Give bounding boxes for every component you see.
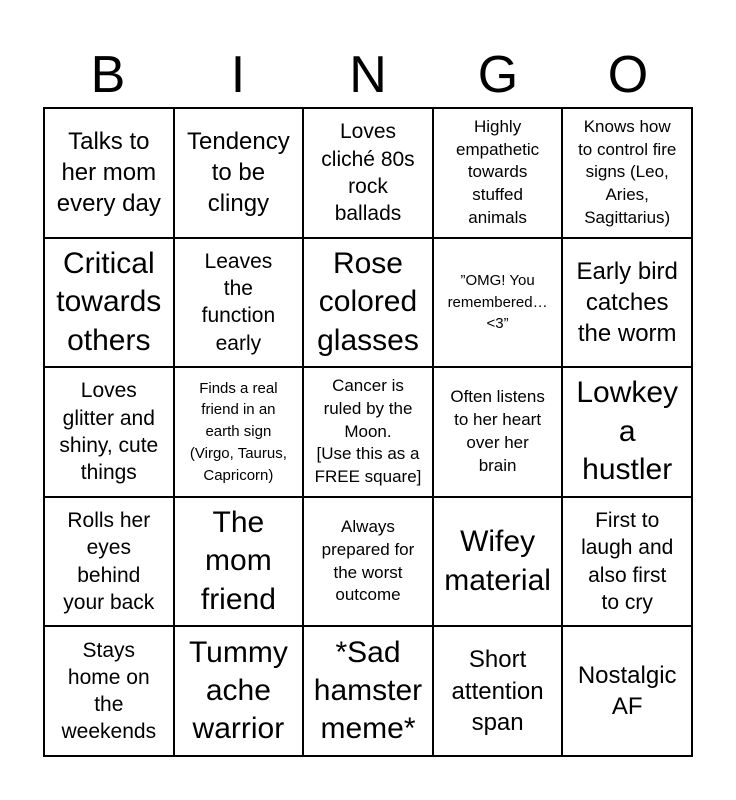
bingo-cell-r3c3[interactable] — [303, 367, 433, 497]
bingo-cell-r2c3[interactable] — [303, 238, 433, 368]
bingo-cell-label: Often listens to her heart over her brain — [450, 387, 545, 475]
bingo-cell-r1c1[interactable] — [44, 108, 174, 238]
bingo-cell-r5c2[interactable] — [174, 626, 304, 756]
bingo-cell-label: Knows how to control fire signs (Leo, Aries, Sagittarius) — [578, 116, 677, 227]
bingo-cell-r4c5[interactable] — [562, 497, 692, 627]
bingo-cell-label: First to laugh and also first to cry — [581, 509, 674, 614]
bingo-cell-r4c4[interactable] — [433, 497, 563, 627]
bingo-cell-r1c4[interactable] — [433, 108, 563, 238]
bingo-cell-r5c1[interactable] — [44, 626, 174, 756]
bingo-cell-label: Leaves the function early — [201, 249, 276, 355]
bingo-cell-label: Finds a real friend in an earth sign (Virgo, Taurus, Capricorn) — [189, 379, 287, 484]
bingo-cell-label: Nostalgic AF — [577, 662, 677, 721]
bingo-cell-label: Loves glitter and shiny, cute things — [59, 379, 159, 485]
header-letter-g: G — [477, 46, 519, 104]
bingo-cell-label: Tendency to be clingy — [187, 128, 290, 218]
bingo-cell-r4c1[interactable] — [44, 497, 174, 627]
bingo-cell-label: Lowkey a hustler — [576, 376, 679, 487]
bingo-cell-label: Short attention span — [451, 646, 544, 736]
bingo-cell-r1c2[interactable] — [174, 108, 304, 238]
bingo-cell-label: Rose colored glasses — [317, 246, 419, 357]
bingo-cell-label: The mom friend — [200, 506, 276, 616]
bingo-cell-r3c2[interactable] — [174, 367, 304, 497]
bingo-cell-label: Stays home on the weekends — [61, 638, 157, 744]
bingo-header — [43, 44, 693, 106]
bingo-cell-label: ”OMG! You remembered… <3” — [447, 271, 548, 333]
bingo-cell-r5c4[interactable] — [433, 626, 563, 756]
bingo-cell-r5c3[interactable] — [303, 626, 433, 756]
bingo-cell-label: Critical towards others — [56, 246, 162, 357]
bingo-cell-label: Early bird catches the worm — [576, 257, 678, 347]
bingo-cell-label: Tummy ache warrior — [188, 635, 288, 746]
bingo-cell-label: *Sad hamster meme* — [313, 635, 423, 746]
bingo-cell-label: Talks to her mom every day — [56, 128, 161, 218]
bingo-cell-r4c2[interactable] — [174, 497, 304, 627]
bingo-cell-r1c3[interactable] — [303, 108, 433, 238]
bingo-cell-r1c5[interactable] — [562, 108, 692, 238]
bingo-cell-label: Always prepared for the worst outcome — [321, 517, 415, 605]
header-letter-o: O — [607, 46, 649, 104]
bingo-cell-label: Cancer is ruled by the Moon. [Use this as a FREE square] — [314, 376, 422, 487]
bingo-cell-r2c4[interactable] — [433, 238, 563, 368]
bingo-cell-label: Highly empathetic towards stuffed animals — [456, 116, 540, 227]
bingo-cell-label: Loves cliché 80s rock ballads — [321, 120, 415, 226]
bingo-cell-r2c5[interactable] — [562, 238, 692, 368]
bingo-cell-r2c2[interactable] — [174, 238, 304, 368]
bingo-cell-r3c1[interactable] — [44, 367, 174, 497]
bingo-grid — [43, 107, 693, 757]
header-letter-n: N — [349, 46, 387, 104]
header-letter-i: I — [230, 46, 246, 104]
bingo-cell-label: Wifey material — [444, 525, 551, 597]
header-letter-b: B — [90, 46, 126, 104]
bingo-cell-label: Rolls her eyes behind your back — [63, 509, 155, 614]
bingo-cell-r5c5[interactable] — [562, 626, 692, 756]
bingo-cell-r3c4[interactable] — [433, 367, 563, 497]
bingo-cell-r4c3[interactable] — [303, 497, 433, 627]
bingo-cell-r3c5[interactable] — [562, 367, 692, 497]
bingo-cell-r2c1[interactable] — [44, 238, 174, 368]
